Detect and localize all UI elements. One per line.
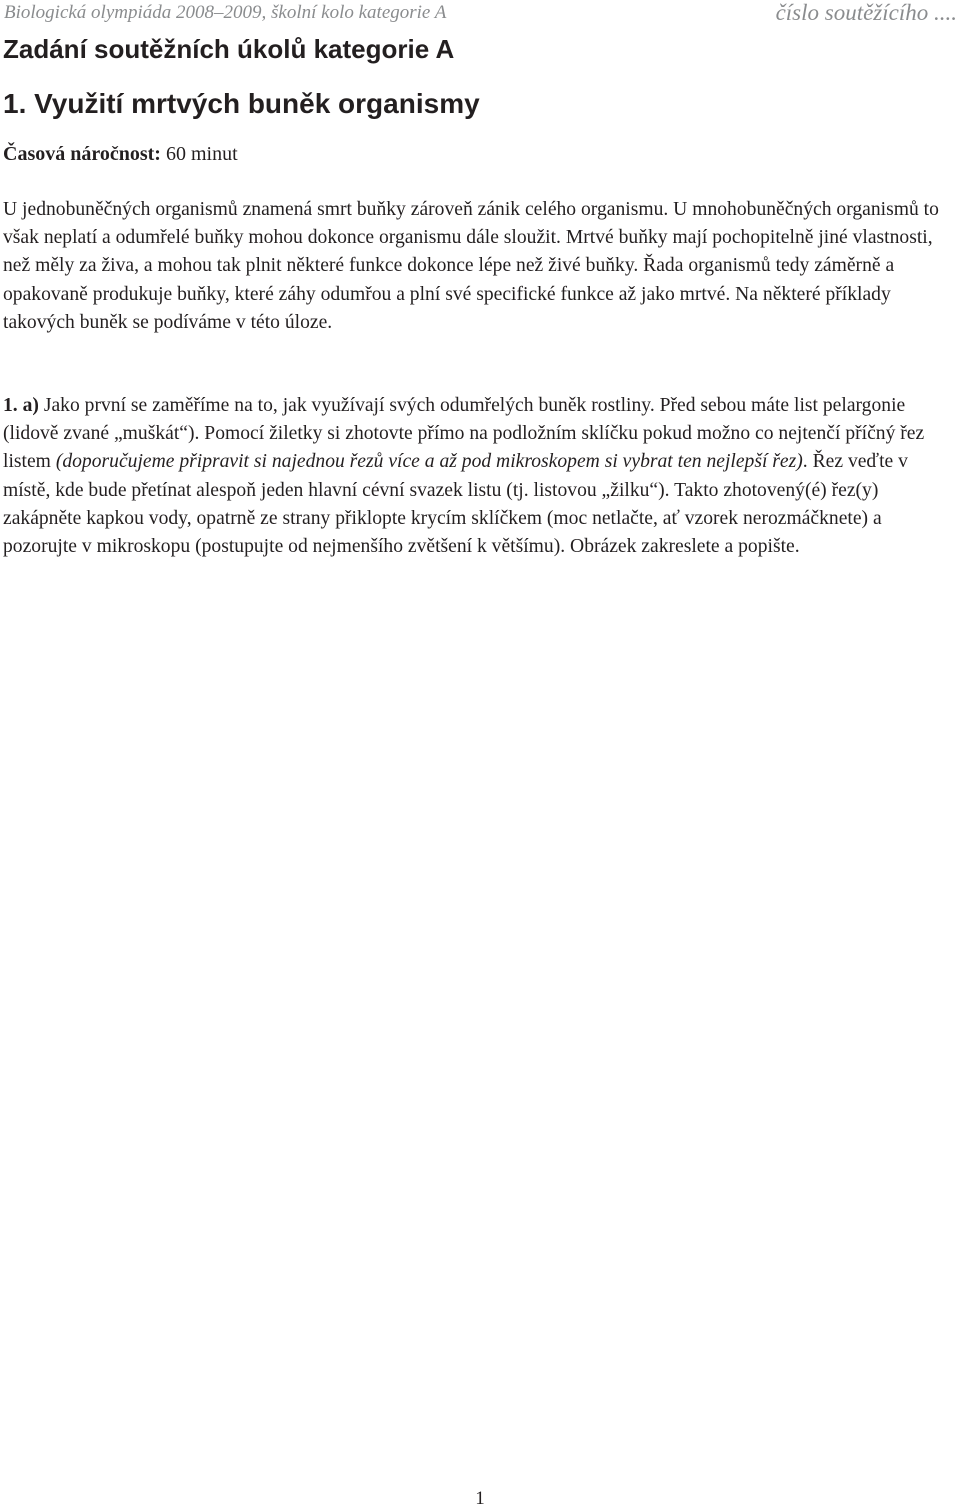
task-heading: 1. Využití mrtvých buněk organismy	[3, 88, 480, 119]
contestant-number-field: číslo soutěžícího ....	[775, 0, 957, 25]
duration-label: Časová náročnost:	[3, 143, 161, 165]
subtask-text-part-1: Jako první se zaměříme na to, jak využívají svých odumřelých buněk rostliny. Před sebou máte list pelargonie (lidově zvané „muškát“). Pomocí žiletky si zhotovte přímo na podložním sklíčku pokud možno co nejtenčí příčný řez listem	[3, 395, 925, 473]
subtask-number: 1.	[3, 395, 18, 416]
subtask-italic-note: (doporučujeme připravit si najednou řezů více a až pod mikroskopem si vybrat ten nejlepší řez)	[55, 451, 803, 473]
running-header: Biologická olympiáda 2008–2009, školní kolo kategorie A	[4, 2, 447, 23]
intro-paragraph: U jednobuněčných organismů znamená smrt buňky zároveň zánik celého organismu. U mnohobuněčných organismů to však neplatí a odumřelé buňky mohou dokonce organismu dále sloužit. Mrtvé buňky mají pochopitelně jiné vlastnosti, než měly za živa, a mohou tak plnit některé funkce dokonce lépe než živé buňky. Řada organismů tedy záměrně a opakovaně produkuje buňky, které záhy odumřou a plní své specifické funkce až jako mrtvé. Na některé příklady takových buněk se podíváme v této úloze.	[3, 199, 939, 333]
document-title: Zadání soutěžních úkolů kategorie A	[3, 34, 455, 64]
duration-value: 60 minut	[165, 143, 238, 165]
subtask-text-part-2: . Řez veďte v místě, kde bude přetínat alespoň jeden hlavní cévní svazek listu (tj. listovou „žilku“). Takto zhotovený(é) řez(y) zakápněte kapkou vody, opatrně ze strany přiklopte krycím sklíčkem (moc netlačte, ať vzorek nerozmáčknete) a pozorujte v mikroskopu (postupujte od nejmenšího zvětšení k většímu). Obrázek zakreslete a popište.	[3, 451, 908, 558]
subtask-letter: a)	[22, 395, 39, 416]
subtask-a-paragraph	[3, 392, 948, 561]
task-duration	[3, 143, 238, 166]
page-number: 1	[475, 1488, 485, 1509]
